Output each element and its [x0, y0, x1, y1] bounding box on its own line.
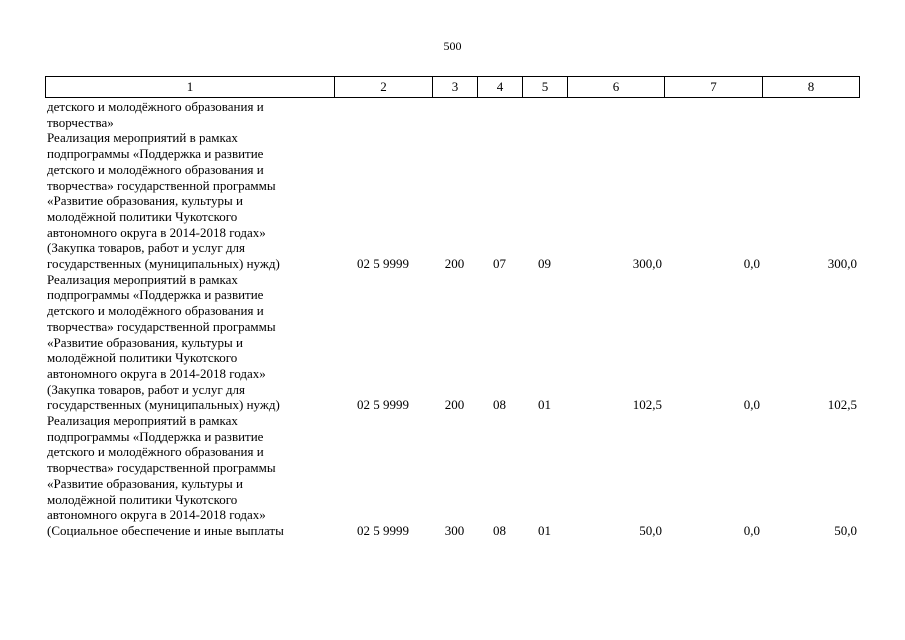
- description-line: подпрограммы «Поддержка и развитие: [47, 287, 264, 303]
- row-col-3: 200: [444, 397, 465, 413]
- description-line: автономного округа в 2014-2018 годах»: [47, 224, 266, 240]
- row-col-6: [567, 99, 664, 130]
- description-line: молодёжной политики Чукотского: [47, 350, 238, 366]
- description-line: автономного округа в 2014-2018 годах»: [47, 365, 266, 381]
- description-line: Реализация мероприятий в рамках: [47, 413, 238, 429]
- description-line: автономного округа в 2014-2018 годах»: [47, 507, 266, 523]
- description-line: Реализация мероприятий в рамках: [47, 271, 238, 287]
- row-col-6: 50,0: [639, 522, 662, 538]
- description-line: (Закупка товаров, работ и услуг для: [47, 240, 245, 256]
- table-row: [45, 272, 859, 413]
- column-number-8: 8: [763, 77, 860, 98]
- description-line: творчества» государственной программы: [47, 318, 276, 334]
- row-description: [45, 130, 334, 271]
- budget-table: [45, 99, 859, 539]
- row-col-8: [762, 99, 859, 130]
- description-line: творчества» государственной программы: [47, 177, 276, 193]
- row-col-4: 08: [493, 397, 506, 413]
- description-line: детского и молодёжного образования и: [47, 161, 264, 177]
- column-number-4: 4: [478, 77, 523, 98]
- description-line: «Развитие образования, культуры и: [47, 334, 243, 350]
- description-line: подпрограммы «Поддержка и развитие: [47, 146, 264, 162]
- row-col-4: [477, 99, 522, 130]
- description-line: Реализация мероприятий в рамках: [47, 130, 238, 146]
- description-line: «Развитие образования, культуры и: [47, 475, 243, 491]
- description-line: (Закупка товаров, работ и услуг для: [47, 381, 245, 397]
- row-code: 02 5 9999: [357, 256, 409, 272]
- row-col-8: 300,0: [827, 256, 857, 272]
- row-col-8: 50,0: [834, 522, 857, 538]
- row-code: 02 5 9999: [357, 522, 409, 538]
- row-description: [45, 272, 334, 413]
- description-line: творчества» государственной программы: [47, 460, 276, 476]
- row-code: [334, 99, 432, 130]
- table-row: [45, 130, 859, 271]
- description-line: «Развитие образования, культуры и: [47, 193, 243, 209]
- row-col-5: [522, 99, 567, 130]
- row-col-7: [664, 99, 762, 130]
- table-row: [45, 413, 859, 539]
- table-row: [45, 99, 859, 130]
- column-number-3: 3: [433, 77, 478, 98]
- column-number-7: 7: [665, 77, 763, 98]
- row-code: 02 5 9999: [357, 397, 409, 413]
- description-line: детского и молодёжного образования и: [47, 444, 264, 460]
- row-col-3: 200: [444, 256, 465, 272]
- row-col-6: 102,5: [632, 397, 662, 413]
- column-number-5: 5: [523, 77, 568, 98]
- description-line: молодёжной политики Чукотского: [47, 208, 238, 224]
- column-number-1: 1: [46, 77, 335, 98]
- description-line: творчества»: [47, 114, 114, 130]
- row-col-6: 300,0: [632, 256, 662, 272]
- row-col-7: 0,0: [743, 397, 760, 413]
- description-line: молодёжной политики Чукотского: [47, 491, 238, 507]
- description-line: (Социальное обеспечение и иные выплаты: [47, 522, 284, 538]
- column-number-2: 2: [335, 77, 433, 98]
- row-col-7: 0,0: [743, 522, 760, 538]
- row-col-5: 09: [538, 256, 551, 272]
- row-description: [45, 99, 334, 130]
- description-line: государственных (муниципальных) нужд): [47, 256, 280, 272]
- column-number-6: 6: [568, 77, 665, 98]
- description-line: детского и молодёжного образования и: [47, 99, 264, 114]
- row-col-5: 01: [538, 522, 551, 538]
- page-number: 500: [443, 39, 462, 53]
- row-col-8: 102,5: [827, 397, 857, 413]
- row-col-5: 01: [538, 397, 551, 413]
- description-line: детского и молодёжного образования и: [47, 303, 264, 319]
- row-col-3: 300: [444, 522, 465, 538]
- description-line: подпрограммы «Поддержка и развитие: [47, 428, 264, 444]
- row-col-4: 07: [493, 256, 506, 272]
- row-description: [45, 413, 334, 539]
- row-col-4: 08: [493, 522, 506, 538]
- description-line: государственных (муниципальных) нужд): [47, 397, 280, 413]
- row-col-3: [432, 99, 477, 130]
- column-header-table: [45, 76, 860, 98]
- column-number-row: [46, 77, 860, 98]
- row-col-7: 0,0: [743, 256, 760, 272]
